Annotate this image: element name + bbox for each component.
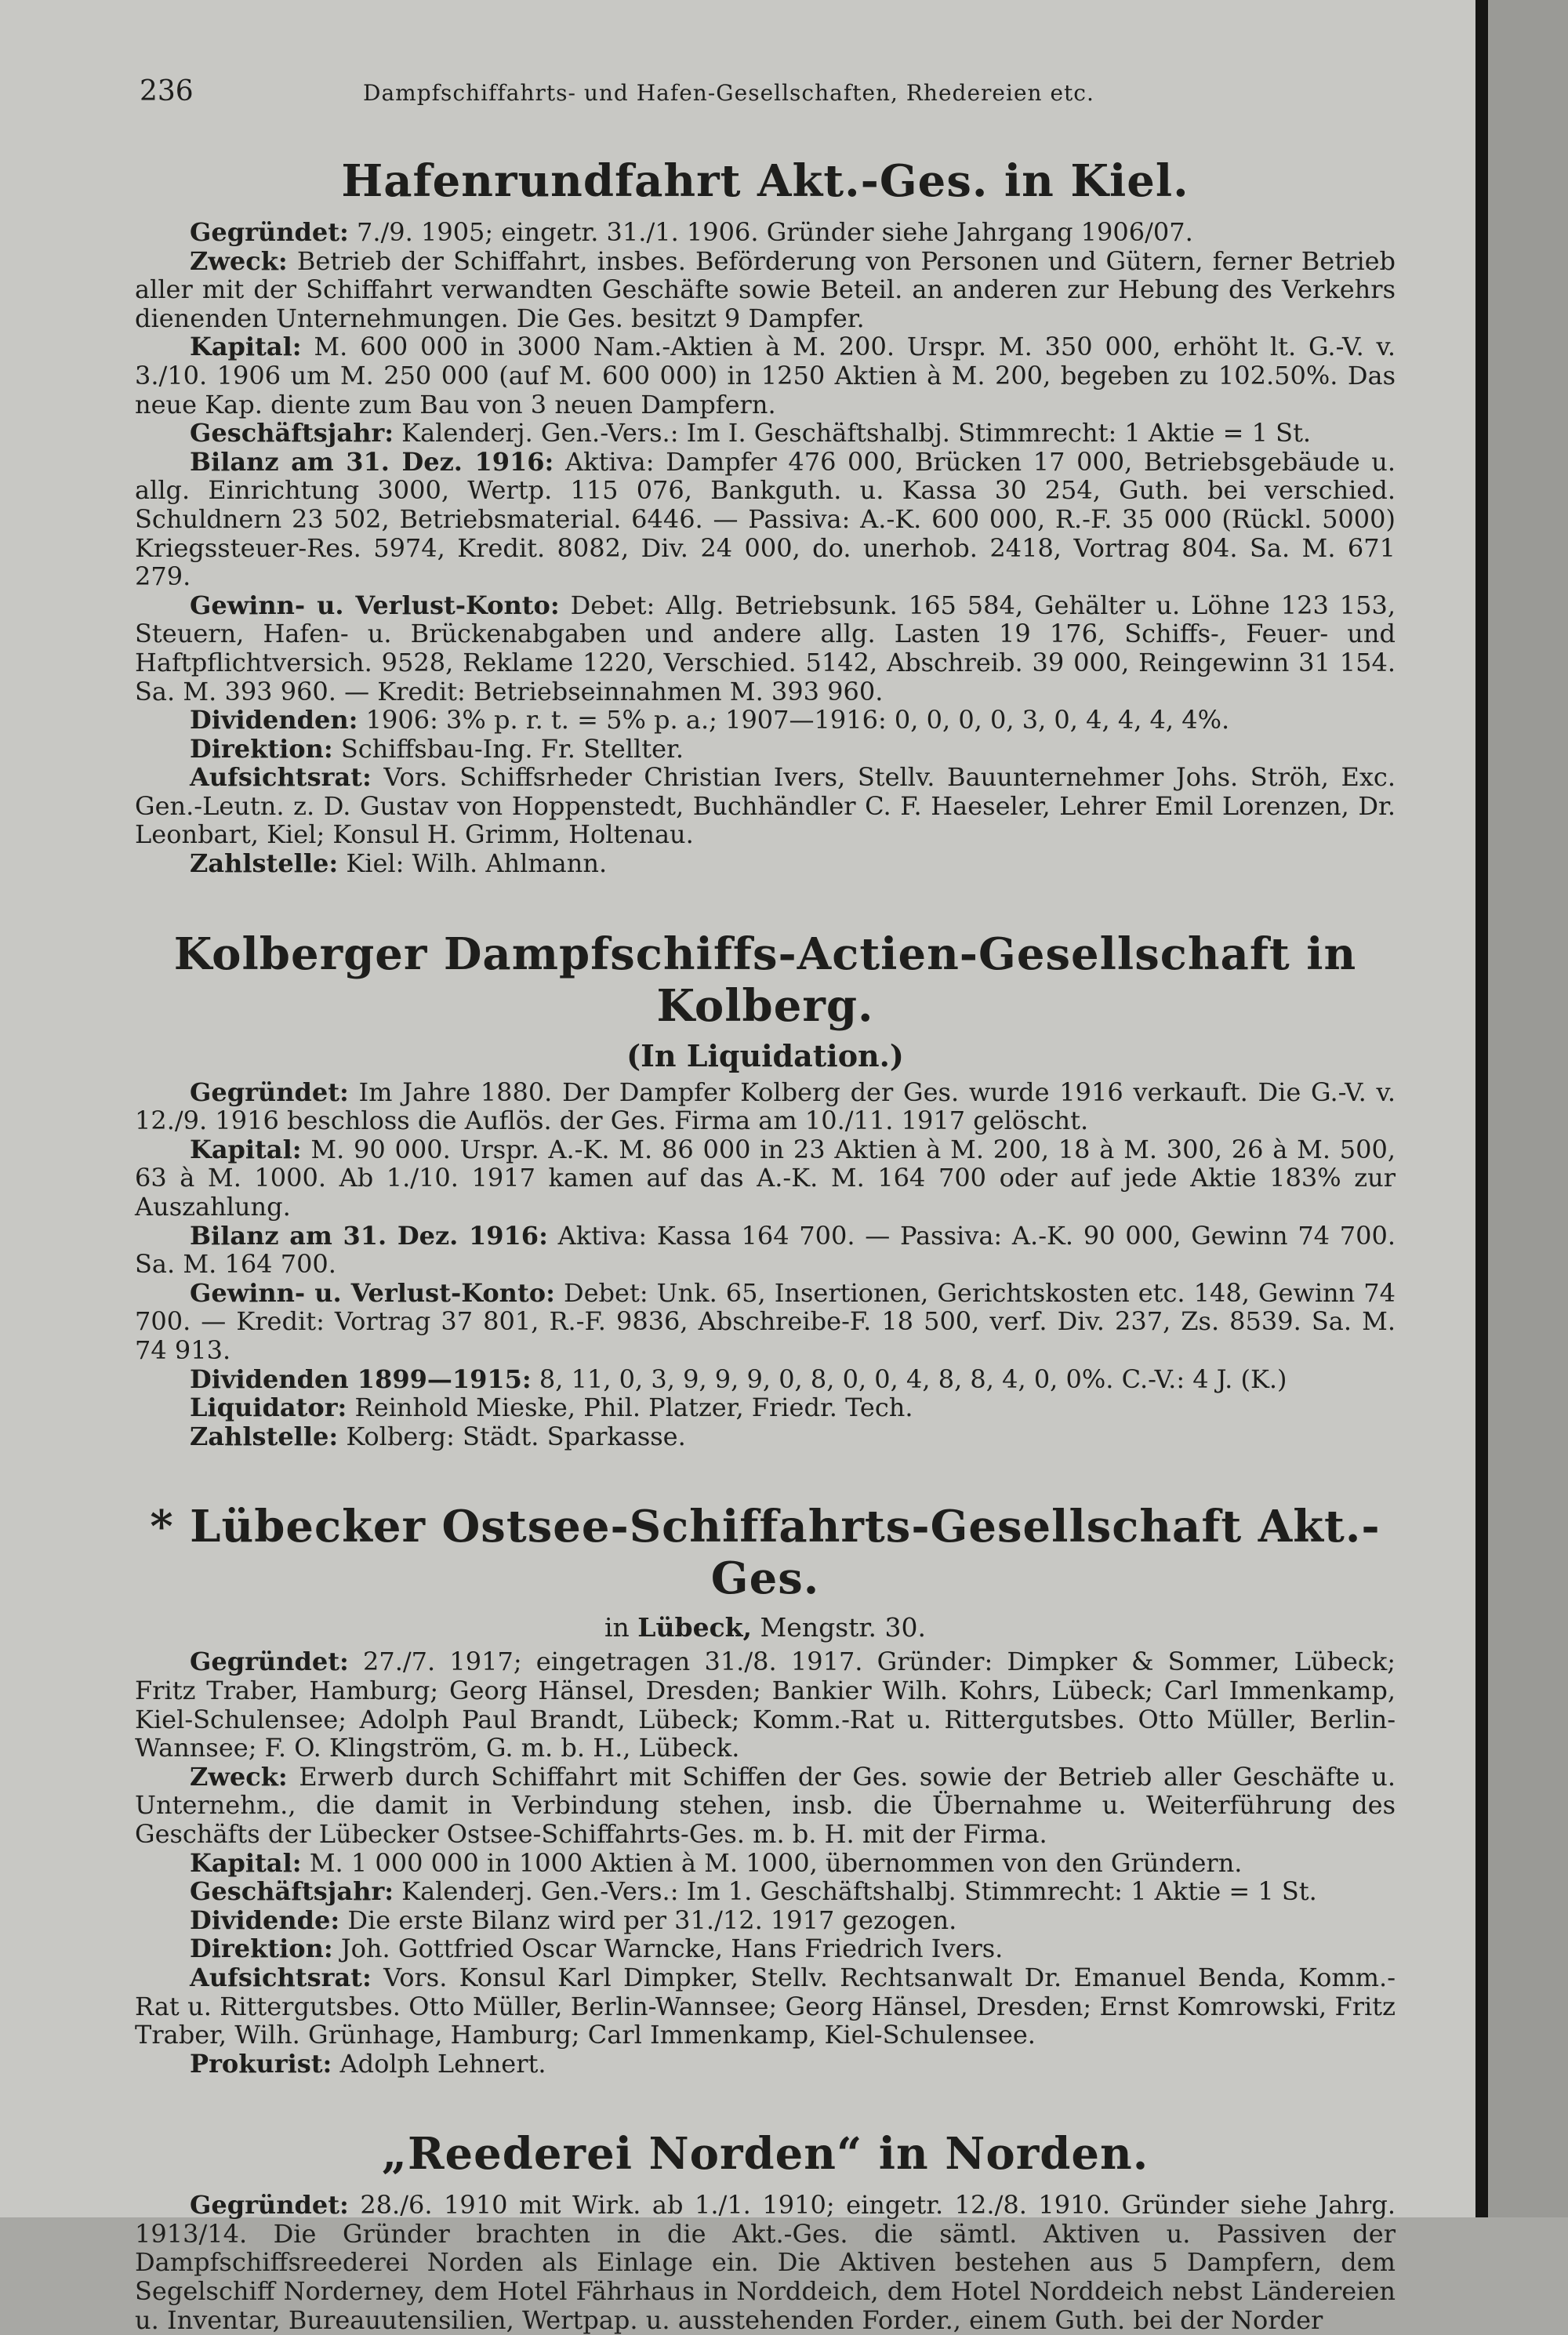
page-number: 236 (140, 75, 194, 107)
entry-text: Vors. Konsul Karl Dimpker, Stellv. Rechtsanwalt Dr. Emanuel Benda, Komm.-Rat u. Rittergutsbes. Otto Müller, Berlin-Wannsee; Georg Hänsel, Dresden; Ernst Komrowski, Fritz Traber, Wilh. Grünhage, Hamburg; Carl Immenkamp, Kiel-Schulensee. (135, 1962, 1396, 2050)
company-title: Kolberger Dampfschiffs-Actien-Gesellschaft in Kolberg. (173, 928, 1357, 1032)
entry-text: 28./6. 1910 mit Wirk. ab 1./1. 1910; eingetr. 12./8. 1910. Gründer siehe Jahrg. 1913/14. Die Gründer brachten in die Akt.-Ges. die sämtl. Aktiven u. Passiven der Dampfschiffsreederei Norden als Einlage ein. Die Aktiven bestehen aus 5 Dampfern, dem Segelschiff Norderney, dem Hotel Fährhaus in Norddeich, dem Hotel Norddeich nebst Ländereien u. Inventar, Bureauutensilien, Wertpap. u. ausstehenden Forder., einem Guth. bei der Norder (135, 2190, 1396, 2335)
entry-text: 27./7. 1917; eingetragen 31./8. 1917. Gründer: Dimpker & Sommer, Lübeck; Fritz Traber, Hamburg; Georg Hänsel, Dresden; Bankier Wilh. Kohrs, Lübeck; Carl Immenkamp, Kiel-Schulensee; Adolph Paul Brandt, Lübeck; Komm.-Rat u. Rittergutsbes. Otto Müller, Berlin-Wannsee; F. O. Klingström, G. m. b. H., Lübeck. (135, 1647, 1396, 1763)
entry-text: 1906: 3% p. r. t. = 5% p. a.; 1907—1916: 0, 0, 0, 0, 3, 0, 4, 4, 4, 4%. (365, 705, 1230, 735)
entry-text: 8, 11, 0, 3, 9, 9, 9, 0, 8, 0, 0, 4, 8, 8, 4, 0, 0%. C.-V.: 4 J. (K.) (539, 1364, 1287, 1394)
entry-label: Kapital: (190, 1134, 302, 1164)
entry-label: Gewinn- u. Verlust-Konto: (190, 1277, 555, 1308)
entry-label: Bilanz am 31. Dez. 1916: (190, 1220, 548, 1251)
entry (135, 1849, 1396, 1878)
entry-label: Dividende: (190, 1905, 340, 1935)
entry-label: Aufsichtsrat: (190, 762, 372, 793)
entry-text: Debet: Allg. Betriebsunk. 165 584, Gehälter u. Löhne 123 153, Steuern, Hafen- u. Brückenabgaben und andere allg. Lasten 19 176, Schiffs-, Feuer- und Haftpflichtversich. 9528, Reklame 1220, Verschied. 5142, Abschreib. 39 000, Reingewinn 31 154. Sa. M. 393 960. — Kredit: Betriebseinnahmen M. 393 960. (135, 590, 1396, 706)
entry-label: Zahlstelle: (190, 1421, 339, 1451)
entry-text: Im Jahre 1880. Der Dampfer Kolberg der Ges. wurde 1916 verkauft. Die G.-V. v. 12./9. 1916 beschloss die Auflös. der Ges. Firma am 10./11. 1917 gelöscht. (135, 1077, 1396, 1136)
entry-text: Kalenderj. Gen.-Vers.: Im 1. Geschäftshalbj. Stimmrecht: 1 Aktie = 1 St. (401, 1876, 1317, 1907)
entry-text: Betrieb der Schiffahrt, insbes. Beförderung von Personen und Gütern, ferner Betrieb aller mit der Schiffahrt verwandten Geschäfte sowie Beteil. an anderen zur Hebung des Verkehrs dienenden Unternehmungen. Die Ges. besitzt 9 Dampfer. (135, 245, 1396, 333)
company-status: (In Liquidation.) (626, 1037, 904, 1073)
entry-label: Gegründet: (190, 2190, 349, 2221)
entry-text: Kolberg: Städt. Sparkasse. (346, 1421, 686, 1451)
section-gap (135, 1451, 1396, 1487)
company-title: Hafenrundfahrt Akt.-Ges. in Kiel. (341, 155, 1189, 207)
entry (135, 1365, 1396, 1394)
company-title: * Lübecker Ostsee-Schiffahrts-Gesellschaft Akt.-Ges. (150, 1501, 1381, 1605)
entry-label: Gegründet: (190, 217, 349, 247)
entry-text: Joh. Gottfried Oscar Warncke, Hans Friedrich Ivers. (340, 1934, 1004, 1964)
entry-label: Bilanz am 31. Dez. 1916: (190, 446, 554, 477)
entry-label: Kapital: (190, 1847, 302, 1878)
entry (135, 706, 1396, 735)
entry-label: Aufsichtsrat: (190, 1962, 372, 1992)
entry (135, 1279, 1396, 1365)
entry-label: Geschäftsjahr: (190, 1876, 394, 1907)
entry-label: Liquidator: (190, 1393, 347, 1423)
entry-label: Dividenden: (190, 705, 358, 735)
entry-text: Kiel: Wilh. Ahlmann. (346, 848, 608, 879)
entry-text: M. 90 000. Urspr. A.-K. M. 86 000 in 23 Aktien à M. 200, 18 à M. 300, 26 à M. 500, 63 à M. 1000. Ab 1./10. 1917 kamen auf das A.-K. M. 164 700 oder auf jede Aktie 183% zur Auszahlung. (135, 1134, 1396, 1222)
entry (135, 419, 1396, 448)
section-gap (135, 878, 1396, 914)
entry (135, 1135, 1396, 1222)
company-section (135, 928, 1396, 1451)
entry (135, 1877, 1396, 1906)
entry (135, 1934, 1396, 1963)
entry (135, 591, 1396, 706)
entry (135, 1078, 1396, 1135)
company-section (135, 155, 1396, 878)
entry-label: Kapital: (190, 332, 302, 362)
entry (135, 1963, 1396, 2050)
entry (135, 1647, 1396, 1762)
entry-text: Erwerb durch Schiffahrt mit Schiffen der Ges. sowie der Betrieb aller Geschäfte u. Unternehm., die damit in Verbindung stehen, insb. die Übernahme u. Weiterführung des Geschäfts der Lübecker Ostsee-Schiffahrts-Ges. m. b. H. mit der Firma. (135, 1761, 1396, 1849)
document-body (135, 141, 1396, 2334)
entry (135, 2050, 1396, 2079)
entry (135, 849, 1396, 878)
company-section (135, 2128, 1396, 2334)
entry (135, 735, 1396, 764)
company-section (135, 1501, 1396, 2078)
entry (135, 1393, 1396, 1422)
address-city: Lübeck, (637, 1612, 753, 1643)
entry-label: Dividenden 1899—1915: (190, 1364, 532, 1394)
entry-text: Schiffsbau-Ing. Fr. Stellter. (340, 733, 684, 764)
company-title: „Reederei Norden“ in Norden. (381, 2128, 1149, 2181)
entry-label: Gewinn- u. Verlust-Konto: (190, 590, 560, 620)
entry (135, 332, 1396, 419)
entry-label: Gegründet: (190, 1077, 349, 1107)
entry (135, 1222, 1396, 1279)
entry-text: Vors. Schiffsrheder Christian Ivers, Stellv. Bauunternehmer Johs. Ströh, Exc. Gen.-Leutn. z. D. Gustav von Hoppenstedt, Buchhändler C. F. Haeseler, Lehrer Emil Lorenzen, Dr. Leonbart, Kiel; Konsul H. Grimm, Holtenau. (135, 762, 1396, 850)
entry (135, 763, 1396, 849)
entry-label: Direktion: (190, 733, 333, 764)
page-header (140, 75, 1394, 114)
entry (135, 2191, 1396, 2334)
scan-background (1488, 0, 1568, 2217)
entry (135, 247, 1396, 333)
entry-text: M. 600 000 in 3000 Nam.-Aktien à M. 200. Urspr. M. 350 000, erhöht lt. G.-V. v. 3./10. 1906 um M. 250 000 (auf M. 600 000) in 1250 Aktien à M. 200, begeben zu 102.50%. Das neue Kap. diente zum Bau von 3 neuen Dampfern. (135, 332, 1396, 419)
entry (135, 1763, 1396, 1849)
entry-label: Zahlstelle: (190, 848, 339, 879)
entry-text: Debet: Unk. 65, Insertionen, Gerichtskosten etc. 148, Gewinn 74 700. — Kredit: Vortrag 37 801, R.-F. 9836, Abschreibe-F. 18 500, verf. Div. 237, Zs. 8539. Sa. M. 74 913. (135, 1277, 1396, 1365)
address-prefix: in (604, 1612, 638, 1643)
address-street: Mengstr. 30. (752, 1612, 927, 1643)
section-gap (135, 2078, 1396, 2114)
entry (135, 1906, 1396, 1935)
entry-text: Aktiva: Kassa 164 700. — Passiva: A.-K. 90 000, Gewinn 74 700. Sa. M. 164 700. (135, 1220, 1396, 1280)
entry-label: Geschäftsjahr: (190, 418, 394, 448)
entry-label: Prokurist: (190, 2048, 332, 2079)
entry-label: Zweck: (190, 245, 288, 276)
entry-text: M. 1 000 000 in 1000 Aktien à M. 1000, übernommen von den Gründern. (309, 1847, 1243, 1878)
entry-label: Zweck: (190, 1761, 288, 1792)
entry (135, 448, 1396, 591)
entry (135, 218, 1396, 247)
entry-text: Reinhold Mieske, Phil. Platzer, Friedr. Tech. (354, 1393, 913, 1423)
entry-label: Direktion: (190, 1934, 333, 1964)
entry-text: Die erste Bilanz wird per 31./12. 1917 gezogen. (347, 1905, 957, 1935)
entry-text: Aktiva: Dampfer 476 000, Brücken 17 000, Betriebsgebäude u. allg. Einrichtung 3000, Wertp. 115 076, Bankguth. u. Kassa 30 254, Guth. bei verschied. Schuldnern 23 502, Betriebsmaterial. 6446. — Passiva: A.-K. 600 000, R.-F. 35 000 (Rückl. 5000) Kriegssteuer-Res. 5974, Kredit. 8082, Div. 24 000, do. unerhob. 2418, Vortrag 804. Sa. M. 671 279. (135, 446, 1396, 592)
page-binding-edge (1475, 0, 1488, 2217)
entry-text: 7./9. 1905; eingetr. 31./1. 1906. Gründer siehe Jahrgang 1906/07. (356, 217, 1193, 247)
company-address (135, 1612, 1396, 1643)
entry (135, 1422, 1396, 1451)
running-title: Dampfschiffahrts- und Hafen-Gesellschaften, Rhedereien etc. (363, 80, 1094, 106)
entry-label: Gegründet: (190, 1647, 349, 1677)
entry-text: Adolph Lehnert. (339, 2048, 546, 2079)
entry-text: Kalenderj. Gen.-Vers.: Im I. Geschäftshalbj. Stimmrecht: 1 Aktie = 1 St. (401, 418, 1312, 448)
